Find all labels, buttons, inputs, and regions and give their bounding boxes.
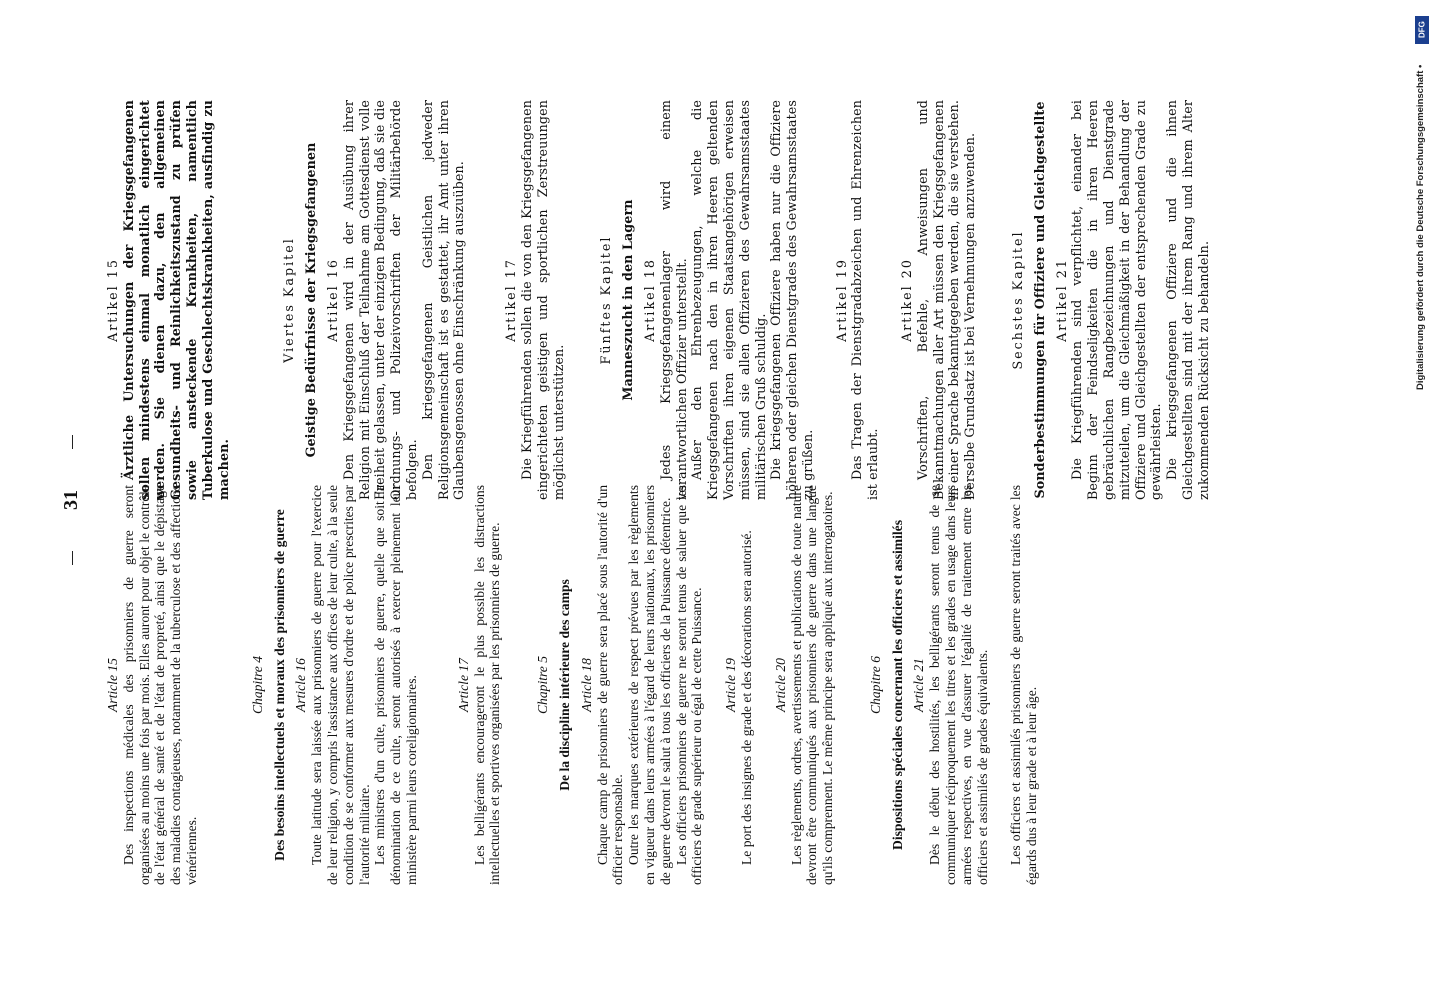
- article-16-text-2-de: Den kriegsgefangenen Geistlichen jedweder Religionsgemeinschaft ist es gestattet, ihr Amt unter ihren Glaubensgenossen ohne Einschränkung auszuüben.: [419, 100, 467, 500]
- article-16-heading-de: Artikel 16: [324, 258, 340, 342]
- french-column: [105, 485, 1040, 885]
- article-17-text-de: Die Kriegführenden sollen die von den Kriegsgefangenen eingerichteten geistigen und sportlichen Zerstreuungen möglichst unterstützen.: [518, 100, 566, 500]
- article-19-text-de: Das Tragen der Dienstgradabzeichen und Ehrenzeichen ist erlaubt.: [849, 100, 881, 500]
- chapter-6-title-de: Sonderbestimmungen für Offiziere und Gleichgestellte: [1031, 101, 1047, 499]
- article-18-text-1-de: Jedes Kriegsgefangenenlager wird einem verantwortlichen Offizier unterstellt.: [657, 100, 689, 500]
- chapter-6-title-fr: Dispositions spéciales concernant les officiers et assimilés: [889, 520, 905, 850]
- article-19-heading-fr: Article 19: [723, 658, 739, 712]
- article-18-text-2-de: Außer den Ehrenbezeugungen, welche die Kriegsgefangenen nach den in ihren Heeren geltenden Vorschriften ihren eigenen Staatsangehörigen erweisen müssen, sind sie allen Offizieren des Gewahrsamsstaates militärischen Gruß schuldig.: [689, 100, 768, 500]
- chapter-6-label-fr: Chapitre 6: [867, 655, 883, 715]
- article-15-text-fr: Des inspections médicales des prisonniers de guerre seront organisées au moins une fois par mois. Elles auront pour objet le contrôle de l'état général de santé et de l'état de propreté, ainsi que le dépistage des maladies contagieuses, notamment de la tuberculose et des affections vénériennes.: [120, 485, 199, 885]
- article-17-text-fr: Les belligérants encourageront le plus possible les distractions intellectuelles et sportives organisées par les prisonniers de guerre.: [471, 485, 503, 885]
- article-18-heading-fr: Article 18: [578, 658, 594, 712]
- article-16-text-1-fr: Toute latitude sera laissée aux prisonniers de guerre pour l'exercice de leur religion, y compris l'assistance aux offices de leur culte, à la seule condition de se conformer aux mesures d'ordre et de police prescrites par l'autorité militaire.: [309, 485, 372, 885]
- article-17-heading-fr: Article 17: [455, 658, 471, 712]
- chapter-4-label-de: Viertes Kapitel: [281, 237, 297, 363]
- dfg-watermark-text: Digitalisierung gefördert durch die Deutsche Forschungsgemeinschaft •: [1415, 64, 1426, 390]
- article-20-text-de: Vorschriften, Befehle, Anweisungen und Bekanntmachungen aller Art müssen den Kriegsgefangenen in einer Sprache bekanntgegeben werden, die sie verstehen. Derselbe Grundsatz ist bei Vernehmungen anzuwenden.: [914, 100, 978, 500]
- article-21-text-2-de: Die kriegsgefangenen Offiziere und die ihnen Gleichgestellten sind mit der ihrem Rang und ihrem Alter zukommenden Rücksicht zu behandeln.: [1164, 100, 1211, 500]
- article-18-heading-de: Artikel 18: [641, 258, 657, 342]
- article-16-text-2-fr: Les ministres d'un culte, prisonniers de guerre, quelle que soit la dénomination de ce culte, seront autorisés à exercer pleinement leur ministère parmi leurs coreligionnaires.: [372, 485, 419, 885]
- article-15-heading-fr: Article 15: [105, 658, 120, 712]
- chapter-4-label-fr: Chapitre 4: [249, 655, 265, 715]
- article-18-text-3-de: Die kriegsgefangenen Offiziere haben nur die Offiziere höheren oder gleichen Dienstgrades des Gewahrsamsstaates zu grüßen.: [768, 100, 815, 500]
- article-15-heading-de: Artikel 15: [105, 258, 120, 342]
- article-20-text-fr: Les règlements, ordres, avertissements et publications de toute nature devront être communiqués aux prisonniers de guerre dans une langue qu'ils comprennent. Le même principe sera appliqué aux interrogatoires.: [788, 485, 836, 885]
- chapter-5-label-fr: Chapitre 5: [535, 655, 551, 715]
- article-17-heading-de: Artikel 17: [503, 258, 519, 342]
- article-20-heading-de: Artikel 20: [899, 258, 915, 342]
- chapter-4-title-de: Geistige Bedürfnisse der Kriegsgefangenen: [303, 142, 319, 458]
- header-dash-left: [72, 551, 73, 565]
- article-16-text-1-de: Den Kriegsgefangenen wird in der Ausübung ihrer Religion mit Einschluß der Teilnahme am Gottesdienst volle Freiheit gelassen, unter der einzigen Bedingung, daß sie die Ordnungs- und Polizeivorschriften der Militärbehörde befolgen.: [340, 100, 419, 500]
- article-19-text-fr: Le port des insignes de grade et des décorations sera autorisé.: [738, 530, 754, 865]
- chapter-5-title-fr: De la discipline intérieure des camps: [556, 579, 572, 791]
- article-21-heading-fr: Article 21: [911, 658, 927, 712]
- article-20-heading-fr: Article 20: [772, 658, 788, 712]
- chapter-5-title-de: Manneszucht in den Lagern: [620, 199, 636, 401]
- article-18-text-1-fr: Chaque camp de prisonniers de guerre sera placé sous l'autorité d'un officier responsable.: [594, 485, 626, 885]
- header-dash-right: [72, 435, 73, 449]
- chapter-5-label-de: Fünftes Kapitel: [598, 235, 614, 365]
- chapter-6-label-de: Sechstes Kapitel: [1010, 230, 1026, 370]
- chapter-4-title-fr: Des besoins intellectuels et moraux des prisonniers de guerre: [271, 509, 287, 861]
- article-18-text-3-fr: Les officiers prisonniers de guerre ne seront tenus de saluer que les officiers de grade supérieur ou égal de cette Puissance.: [673, 485, 705, 885]
- page-header: [60, 0, 100, 1000]
- article-21-text-1-de: Die Kriegführenden sind verpflichtet, einander bei Beginn der Feindseligkeiten die in ihren Heeren gebräuchlichen Rangbezeichnungen und Dienstgrade mitzuteilen, um die Gleichmäßigkeit in der Behandlung der Offiziere und Gleichgestellten der entsprechenden Grade zu gewährleisten.: [1069, 100, 1164, 500]
- article-15-text-de: Ärztliche Untersuchungen der Kriegsgefangenen sollen mindestens einmal monatlich eingerichtet werden. Sie dienen dazu, den allgemeinen Gesundheits- und Reinlichkeitszustand zu prüfen sowie ansteckende Krankheiten, namentlich Tuberkulose und Geschlechtskrankheiten, ausfindig zu machen.: [120, 100, 231, 500]
- dfg-watermark: [1413, 8, 1431, 392]
- german-column: [105, 100, 1212, 500]
- article-21-heading-de: Artikel 21: [1053, 258, 1069, 342]
- article-21-text-1-fr: Dès le début des hostilités, les belligérants seront tenus de se communiquer réciproquement les titres et les grades en usage dans leurs armées respectives, en vue d'assurer l'égalité de traitement entre les officiers et assimilés de grades équivalents.: [927, 485, 990, 885]
- dfg-logo: DFG: [1415, 16, 1429, 44]
- article-21-text-2-fr: Les officiers et assimilés prisonniers de guerre seront traités avec les égards dus à leur grade et à leur âge.: [1008, 485, 1040, 885]
- article-18-text-2-fr: Outre les marques extérieures de respect prévues par les règlements en vigueur dans leurs armées à l'égard de leurs nationaux, les prisonniers de guerre devront le salut à tous les officiers de la Puissance détentrice.: [626, 485, 673, 885]
- article-19-heading-de: Artikel 19: [833, 258, 849, 342]
- page-number: 31: [60, 490, 82, 510]
- article-16-heading-fr: Article 16: [293, 658, 309, 712]
